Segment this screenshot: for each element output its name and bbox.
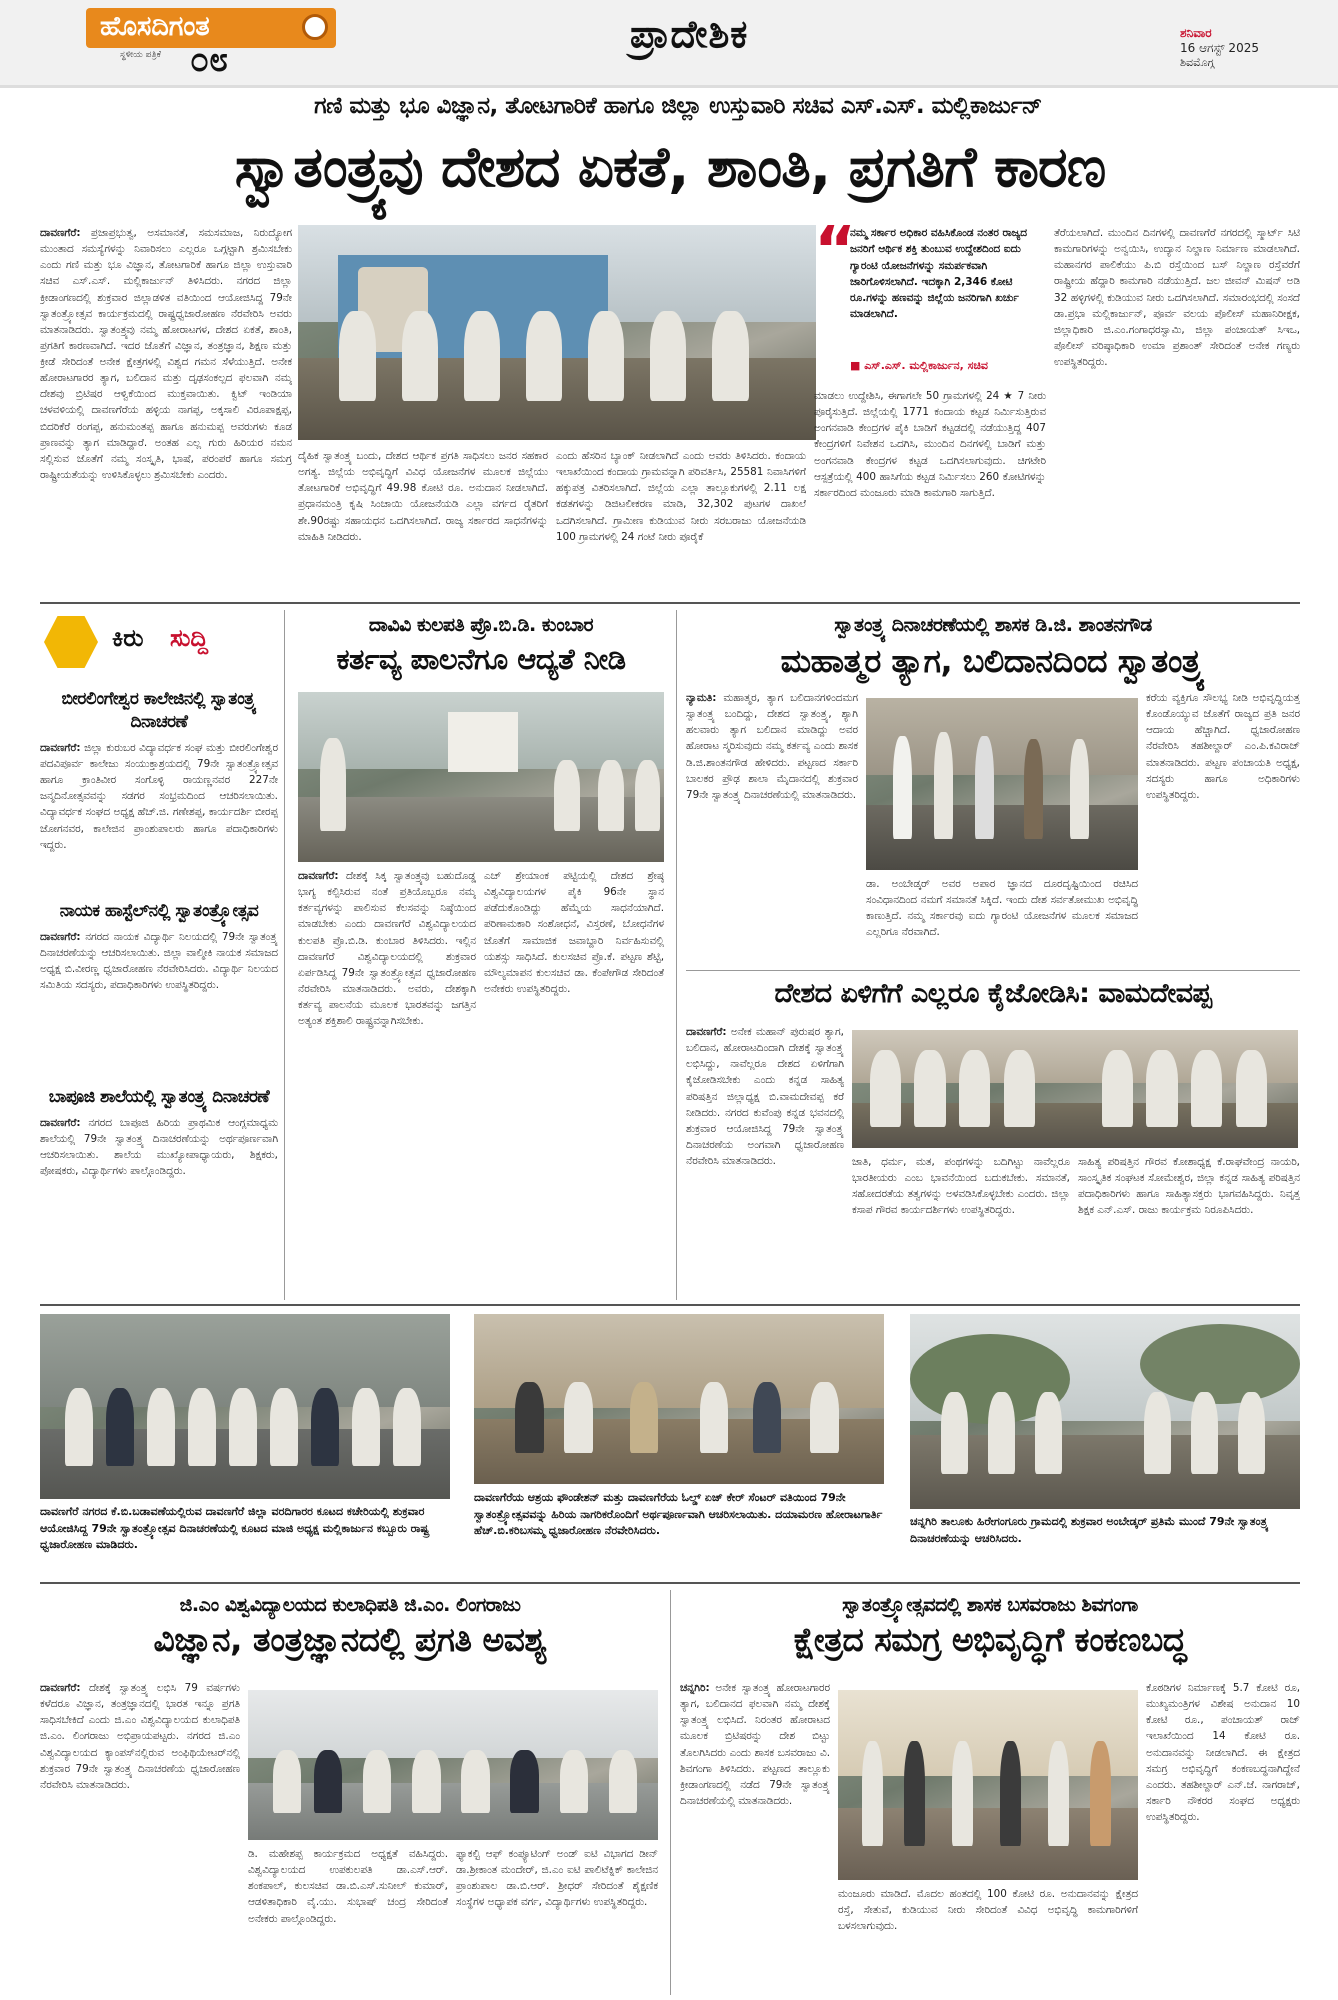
strip-photo-3	[910, 1314, 1300, 1509]
divider	[670, 1590, 671, 1995]
quote-mark-icon: “	[814, 214, 857, 288]
article4-column-3: ಸಾಹಿತ್ಯ ಪರಿಷತ್ತಿನ ಗೌರವ ಕೋಶಾಧ್ಯಕ್ಷ ಕೆ.ರಾಘವೇಂದ್ರ ನಾಯರಿ, ಸಾಂಸ್ಕೃತಿಕ ಸಂಘಟಕ ಸೋಮೇಶ್ವರ, ಜಿಲ್ಲಾ ಕನ್ನಡ ಸಾಹಿತ್ಯ ಪರಿಷತ್ತಿನ ಪದಾಧಿಕಾರಿಗಳು ಹಾಗೂ ಸಾಹಿತ್ಯಾಸಕ್ತರು ಭಾಗವಹಿಸಿದ್ದರು. ನಿವೃತ್ತ ಶಿಕ್ಷಕ ಎನ್.ಎಸ್. ರಾಜು ಕಾರ್ಯಕ್ರಮ ನಿರೂಪಿಸಿದರು.	[1078, 1156, 1300, 1217]
article2-column-1: ದಾವಣಗೆರೆ: ದೇಶಕ್ಕೆ ಸಿಕ್ಕ ಸ್ವಾತಂತ್ರ್ಯವು ಬಹುದೊಡ್ಡ ಭಾಗ್ಯ ಕಲ್ಪಿಸಿರುವ ನಂತೆ ಪ್ರತಿಯೊಬ್ಬರೂ ನಮ್ಮ ಕರ್ತವ್ಯಗಳನ್ನು ಪಾಲಿಸುವ ಕೆಲಸವನ್ನು ನಿಷ್ಠೆಯಿಂದ ಮಾಡಬೇಕು ಎಂದು ದಾವಣಗೆರೆ ವಿಶ್ವವಿದ್ಯಾಲಯದ ಕುಲಪತಿ ಪ್ರೊ.ಬಿ.ಡಿ. ಕುಂಬಾರ ತಿಳಿಸಿದರು. ಇಲ್ಲಿನ ದಾವಣಗೆರೆ ವಿಶ್ವವಿದ್ಯಾಲಯದಲ್ಲಿ ಶುಕ್ರವಾರ ಏರ್ಪಡಿಸಿದ್ದ 79ನೇ ಸ್ವಾತಂತ್ರ್ಯೋತ್ಸವ ಧ್ವಜಾರೋಹಣ ನೆರವೇರಿಸಿ ಮಾತನಾಡಿದರು. ಅವರು, ದೇಶಕ್ಕಾಗಿ ಕರ್ತವ್ಯ ಪಾಲನೆಯ ಮೂಲಕ ಭಾರತವನ್ನು ಜಗತ್ತಿನ ಅತ್ಯಂತ ಶಕ್ತಿಶಾಲಿ ರಾಷ್ಟ್ರವನ್ನಾಗಿಸಬೇಕು.	[298, 870, 476, 1028]
article3-column-2: ಡಾ. ಅಂಬೇಡ್ಕರ್ ಅವರ ಅಪಾರ ಜ್ಞಾನದ ದೂರದೃಷ್ಟಿಯಿಂದ ರಚಿಸಿದ ಸಂವಿಧಾನದಿಂದ ನಮಗೆ ಸಮಾನತೆ ಸಿಕ್ಕಿದೆ. ಇಂದು ದೇಶ ಸರ್ವತೋಮುಖ ಅಭಿವೃದ್ಧಿ ಕಾಣುತ್ತಿದೆ. ನಮ್ಮ ಸರ್ಕಾರವು ಐದು ಗ್ಯಾರಂಟಿ ಯೋಜನೆಗಳ ಮೂಲಕ ಸಮಾಜದ ಎಲ್ಲರಿಗೂ ನೆರವಾಗಿದೆ.	[866, 878, 1138, 939]
brief-headline: ಬಾಪೂಜಿ ಶಾಲೆಯಲ್ಲಿ ಸ್ವಾತಂತ್ರ್ಯ ದಿನಾಚರಣೆ	[48, 1087, 270, 1107]
brief-body: ದಾವಣಗೆರೆ: ನಗರದ ಬಾಪೂಜಿ ಹಿರಿಯ ಪ್ರಾಥಮಿಕ ಆಂಗ್ಲಮಾಧ್ಯಮ ಶಾಲೆಯಲ್ಲಿ 79ನೇ ಸ್ವಾತಂತ್ರ್ಯ ದಿನಾಚರಣೆಯನ್ನು ಅರ್ಥಪೂರ್ಣವಾಗಿ ಆಚರಿಸಲಾಯಿತು. ಶಾಲೆಯ ಮುಖ್ಯೋಪಾಧ್ಯಾಯರು, ಶಿಕ್ಷಕರು, ಪೋಷಕರು, ವಿದ್ಯಾರ್ಥಿಗಳು ಪಾಲ್ಗೊಂಡಿದ್ದರು.	[40, 1116, 278, 1178]
date-box	[1180, 26, 1320, 70]
divider	[40, 602, 1300, 604]
article5-column-2: ಡಿ. ಮಹೇಶಪ್ಪ ಕಾರ್ಯಕ್ರಮದ ಅಧ್ಯಕ್ಷತೆ ವಹಿಸಿದ್ದರು. ವಿಶ್ವವಿದ್ಯಾಲಯದ ಉಪಕುಲಪತಿ ಡಾ.ಎಸ್.ಆರ್. ಶಂಕಪಾಲ್, ಕುಲಸಚಿವ ಡಾ.ಬಿ.ಎಸ್.ಸುನೀಲ್ ಕುಮಾರ್, ಆಡಳಿತಾಧಿಕಾರಿ ವೈ.ಯು. ಸುಭಾಷ್ ಚಂದ್ರ ಸೇರಿದಂತೆ ಅನೇಕರು ಪಾಲ್ಗೊಂಡಿದ್ದರು.	[248, 1848, 448, 1925]
brief-headline: ನಾಯಕ ಹಾಸ್ಟೆಲ್‌ನಲ್ಲಿ ಸ್ವಾತಂತ್ರ್ಯೋತ್ಸವ	[59, 901, 259, 921]
article6-headline: ಕ್ಷೇತ್ರದ ಸಮಗ್ರ ಅಭಿವೃದ್ಧಿಗೆ ಕಂಕಣಬದ್ಧ	[793, 1620, 1187, 1659]
page-number: ೦೮	[190, 40, 229, 80]
divider	[284, 610, 285, 1300]
divider	[40, 1304, 1300, 1306]
kirusuddi-title	[40, 614, 278, 670]
article2-kicker: ದಾವಿವಿ ಕುಲಪತಿ ಪ್ರೊ.ಬಿ.ಡಿ. ಕುಂಬಾರ	[368, 614, 594, 636]
quote-author: ■ ಎಸ್.ಎಸ್. ಮಲ್ಲಿಕಾರ್ಜುನ, ಸಚಿವ	[850, 359, 988, 372]
lead-column-1	[40, 225, 292, 590]
article4-photo	[852, 1030, 1298, 1148]
article2-headline: ಕರ್ತವ್ಯ ಪಾಲನೆಗೂ ಆದ್ಯತೆ ನೀಡಿ	[336, 642, 626, 676]
strip-caption-3: ಚನ್ನಗಿರಿ ತಾಲೂಕು ಹಿರೇಗಂಗೂರು ಗ್ರಾಮದಲ್ಲಿ ಶುಕ್ರವಾರ ಅಂಬೇಡ್ಕರ್ ಪ್ರತಿಮೆ ಮುಂದೆ 79ನೇ ಸ್ವಾತಂತ್ರ್ಯ ದಿನಾಚರಣೆಯನ್ನು ಆಚರಿಸಿದರು.	[910, 1515, 1269, 1545]
divider	[676, 610, 677, 1300]
article6-column-2: ಮಂಜೂರು ಮಾಡಿದೆ. ಮೊದಲ ಹಂತದಲ್ಲಿ 100 ಕೋಟಿ ರೂ. ಅನುದಾನವನ್ನು ಕ್ಷೇತ್ರದ ರಸ್ತೆ, ಸೇತುವೆ, ಕುಡಿಯುವ ನೀರು ಸೇರಿದಂತೆ ವಿವಿಧ ಅಭಿವೃದ್ಧಿ ಕಾಮಗಾರಿಗಳಿಗೆ ಬಳಸಲಾಗುವುದು.	[838, 1888, 1138, 1933]
brief-body: ದಾವಣಗೆರೆ: ನಗರದ ನಾಯಕ ವಿದ್ಯಾರ್ಥಿ ನಿಲಯದಲ್ಲಿ 79ನೇ ಸ್ವಾತಂತ್ರ್ಯ ದಿನಾಚರಣೆಯನ್ನು ಆಚರಿಸಲಾಯಿತು. ಜಿಲ್ಲಾ ವಾಲ್ಮೀಕಿ ನಾಯಕ ಸಮಾಜದ ಅಧ್ಯಕ್ಷ ಬಿ.ವೀರಣ್ಣ ಧ್ವಜಾರೋಹಣ ನೆರವೇರಿಸಿದರು. ವಿದ್ಯಾರ್ಥಿ ನಿಲಯದ ಸಮಿತಿಯ ಸದಸ್ಯರು, ಪದಾಧಿಕಾರಿಗಳು ಉಪಸ್ಥಿತರಿದ್ದರು.	[40, 930, 278, 992]
article2-column-2: ಎಚ್ ಶ್ರೇಯಾಂಕ ಪಟ್ಟಿಯಲ್ಲಿ ದೇಶದ ಶ್ರೇಷ್ಠ ವಿಶ್ವವಿದ್ಯಾಲಯಗಳ ಪೈಕಿ 96ನೇ ಸ್ಥಾನ ಪಡೆದುಕೊಂಡಿದ್ದು ಹೆಮ್ಮೆಯ ಸಾಧನೆಯಾಗಿದೆ. ಪರಿಣಾಮಕಾರಿ ಸಂಶೋಧನೆ, ವಿಸ್ತರಣೆ, ಬೋಧನೆಗಳ ಜೊತೆಗೆ ಸಾಮಾಜಿಕ ಜವಾಬ್ದಾರಿ ನಿರ್ವಹಿಸುವಲ್ಲಿ ಯಶಸ್ಸು ಸಾಧಿಸಿದೆ. ಕುಲಸಚಿವ ಪ್ರೊ.ಕೆ. ಪಟ್ಟಣ ಶೆಟ್ಟಿ, ಮೌಲ್ಯಮಾಪನ ಕುಲಸಚಿವ ಡಾ. ಕೆಂಪೇಗೌಡ ಸೇರಿದಂತೆ ಅನೇಕರು ಉಪಸ್ಥಿತರಿದ್ದರು.	[484, 870, 664, 995]
date-day: ಶನಿವಾರ	[1180, 26, 1212, 40]
strip-caption-2: ದಾವಣಗೆರೆಯ ಆಶ್ರಯ ಫೌಂಡೇಶನ್ ಮತ್ತು ದಾವಣಗೆರೆಯ ಓಲ್ಡ್ ಏಜ್ ಕೇರ್ ಸೆಂಟರ್ ವತಿಯಿಂದ 79ನೇ ಸ್ವಾತಂತ್ರ್ಯೋತ್ಸವವನ್ನು ಹಿರಿಯ ನಾಗರಿಕರೊಂದಿಗೆ ಅರ್ಥಪೂರ್ಣವಾಗಿ ಆಚರಿಸಲಾಯಿತು. ದಯಾಮರಣ ಹೋರಾಟಗಾರ್ತಿ ಹೆಚ್.ಬಿ.ಕರಿಬಸಮ್ಮ ಧ್ವಜಾರೋಹಣ ನೆರವೇರಿಸಿದರು.	[474, 1491, 883, 1537]
article2-photo	[298, 692, 664, 862]
divider	[686, 970, 1300, 971]
kirusuddi-title-b: ಸುದ್ದಿ	[170, 624, 209, 652]
lead-place: ದಾವಣಗೆರೆ:	[40, 227, 81, 239]
article6-kicker: ಸ್ವಾತಂತ್ರ್ಯೋತ್ಸವದಲ್ಲಿ ಶಾಸಕ ಬಸವರಾಜು ಶಿವಗಂಗಾ	[842, 1594, 1138, 1616]
brief-body: ದಾವಣಗೆರೆ: ಜಿಲ್ಲಾ ಕುರುಬರ ವಿದ್ಯಾವರ್ಧಕ ಸಂಘ ಮತ್ತು ಬೀರಲಿಂಗೇಶ್ವರ ಪದವಿಪೂರ್ವ ಕಾಲೇಜು ಸಂಯುಕ್ತಾಶ್ರಯದಲ್ಲಿ 79ನೇ ಸ್ವಾತಂತ್ರ್ಯೋತ್ಸವ ಹಾಗೂ ಕ್ರಾಂತಿವೀರ ಸಂಗೊಳ್ಳಿ ರಾಯಣ್ಣನವರ 227ನೇ ಜನ್ಮದಿನೋತ್ಸವವನ್ನು ಸಡಗರ ಸಂಭ್ರಮದಿಂದ ಆಚರಿಸಲಾಯಿತು. ವಿದ್ಯಾವರ್ಧಕ ಸಂಘದ ಅಧ್ಯಕ್ಷ ಹೆಚ್.ಜಿ. ಗಣೇಶಪ್ಪ, ಕಾರ್ಯದರ್ಶಿ ಬೀರಪ್ಪ ಜೋಗನವರ, ಕಾಲೇಜಿನ ಪ್ರಾಂಶುಪಾಲರು ಹಾಗೂ ಪದಾಧಿಕಾರಿಗಳು ಇದ್ದರು.	[40, 741, 278, 851]
article5-column-1: ದಾವಣಗೆರೆ: ದೇಶಕ್ಕೆ ಸ್ವಾತಂತ್ರ್ಯ ಲಭಿಸಿ 79 ವರ್ಷಗಳು ಕಳೆದರೂ ವಿಜ್ಞಾನ, ತಂತ್ರಜ್ಞಾನದಲ್ಲಿ ಭಾರತ ಇನ್ನೂ ಪ್ರಗತಿ ಸಾಧಿಸಬೇಕಿದೆ ಎಂದು ಜಿ.ಎಂ ವಿಶ್ವವಿದ್ಯಾಲಯದ ಕುಲಾಧಿಪತಿ ಜಿ.ಎಂ. ಲಿಂಗರಾಜು ಅಭಿಪ್ರಾಯಪಟ್ಟರು. ನಗರದ ಜಿ.ಎಂ ವಿಶ್ವವಿದ್ಯಾಲಯದ ಕ್ಯಾಂಪಸ್‌ನಲ್ಲಿರುವ ಅಂಫಿಥಿಯೇಟರ್‌ನಲ್ಲಿ ಶುಕ್ರವಾರ 79ನೇ ಸ್ವಾತಂತ್ರ್ಯ ದಿನಾಚರಣೆಯ ಧ್ವಜಾರೋಹಣ ನೆರವೇರಿಸಿ ಮಾತನಾಡಿದರು.	[40, 1682, 240, 1791]
logo-text: ಹೊಸದಿಗಂತ	[100, 11, 210, 42]
brief-3	[40, 1086, 278, 1265]
section-title-box	[560, 8, 1020, 80]
article6-column-1: ಚನ್ನಗಿರಿ: ಅನೇಕ ಸ್ವಾತಂತ್ರ್ಯ ಹೋರಾಟಗಾರರ ತ್ಯಾಗ, ಬಲಿದಾನದ ಫಲವಾಗಿ ನಮ್ಮ ದೇಶಕ್ಕೆ ಸ್ವಾತಂತ್ರ್ಯ ಲಭಿಸಿದೆ. ನಿರಂತರ ಹೋರಾಟದ ಮೂಲಕ ಬ್ರಿಟಿಷರನ್ನು ದೇಶ ಬಿಟ್ಟು ತೊಲಗಿಸಿದರು ಎಂದು ಶಾಸಕ ಬಸವರಾಜು ವಿ. ಶಿವಗಂಗಾ ತಿಳಿಸಿದರು. ಪಟ್ಟಣದ ತಾಲ್ಲೂಕು ಕ್ರೀಡಾಂಗಣದಲ್ಲಿ ನಡೆದ 79ನೇ ಸ್ವಾತಂತ್ರ್ಯ ದಿನಾಚರಣೆಯಲ್ಲಿ ಮಾತನಾಡಿದರು.	[680, 1682, 830, 1807]
brief-1	[40, 688, 278, 920]
strip-photo-2	[474, 1314, 884, 1484]
logo-emblem-icon	[302, 14, 328, 40]
article3-kicker: ಸ್ವಾತಂತ್ರ್ಯ ದಿನಾಚರಣೆಯಲ್ಲಿ ಶಾಸಕ ಡಿ.ಜಿ. ಶಾಂತನಗೌಡ	[834, 614, 1152, 636]
article3-column-3: ಕರೆಯ ವ್ಯಕ್ತಿಗೂ ಸೌಲಭ್ಯ ನೀಡಿ ಅಭಿವೃದ್ಧಿಯತ್ತ ಕೊಂಡೊಯ್ಯುವ ಜೊತೆಗೆ ರಾಜ್ಯದ ಪ್ರತಿ ಜನರ ಆದಾಯ ಹೆಚ್ಚಾಗಿದೆ. ಧ್ವಜಾರೋಹಣ ನೆರವೇರಿಸಿ ತಹಶೀಲ್ದಾರ್ ಎಂ.ಪಿ.ಕವಿರಾಜ್ ಮಾತನಾಡಿದರು. ಪಟ್ಟಣ ಪಂಚಾಯತಿ ಅಧ್ಯಕ್ಷ, ಸದಸ್ಯರು ಹಾಗೂ ಅಧಿಕಾರಿಗಳು ಉಪಸ್ಥಿತರಿದ್ದರು.	[1146, 692, 1300, 801]
lead-kicker: ಗಣಿ ಮತ್ತು ಭೂ ವಿಜ್ಞಾನ, ತೋಟಗಾರಿಕೆ ಹಾಗೂ ಜಿಲ್ಲಾ ಉಸ್ತುವಾರಿ ಸಚಿವ ಎಸ್.ಎಸ್. ಮಲ್ಲಿಕಾರ್ಜುನ್	[314, 93, 1042, 119]
article5-column-3: ಫ್ಯಾಕಲ್ಟಿ ಆಫ್ ಕಂಪ್ಯೂಟಿಂಗ್ ಅಂಡ್ ಐಟಿ ವಿಭಾಗದ ಡೀನ್ ಡಾ.ಶ್ರೀಕಾಂತ ಮಂದೇರ್, ಜಿ.ಎಂ ಐಟಿ ಪಾಲಿಟೆಕ್ನಿಕ್ ಕಾಲೇಜಿನ ಪ್ರಾಂಶುಪಾಲ ಡಾ.ಬಿ.ಆರ್. ಶ್ರೀಧರ್ ಸೇರಿದಂತೆ ಶೈಕ್ಷಣಿಕ ಸಂಸ್ಥೆಗಳ ಅಧ್ಯಾಪಕ ವರ್ಗ, ವಿದ್ಯಾರ್ಥಿಗಳು ಉಪಸ್ಥಿತರಿದ್ದರು.	[456, 1848, 658, 1909]
logo-subtitle: ಸ್ಥಳೀಯ ಪತ್ರಿಕೆ	[120, 50, 162, 60]
lead-column-5: ತೆರೆಯಲಾಗಿದೆ. ಮುಂದಿನ ದಿನಗಳಲ್ಲಿ ದಾವಣಗೆರೆ ನಗರದಲ್ಲಿ ಸ್ಮಾರ್ಟ್ ಸಿಟಿ ಕಾಮಗಾರಿಗಳನ್ನು ಅನ್ವಯಿಸಿ, ಉದ್ಯಾನ ನಿಲ್ದಾಣ ನಿರ್ಮಾಣ ಮಾಡಲಾಗಿದೆ. ಮಹಾನಗರ ಪಾಲಿಕೆಯು ಪಿ.ಬಿ ರಸ್ತೆಯಿಂದ ಬಸ್ ನಿಲ್ದಾಣ ರಸ್ತೆವರೆಗೆ ರಾಷ್ಟ್ರೀಯ ಹೆದ್ದಾರಿ ಕಾಮಗಾರಿ ನಡೆಯುತ್ತಿದೆ. ಜಲ ಜೀವನ್ ಮಿಷನ್ ಅಡಿ 32 ಹಳ್ಳಿಗಳಲ್ಲಿ ಕುಡಿಯುವ ನೀರು ಒದಗಿಸಲಾಗಿದೆ. ಸಮಾರಂಭದಲ್ಲಿ ಸಂಸದೆ ಡಾ.ಪ್ರಭಾ ಮಲ್ಲಿಕಾರ್ಜುನ್, ಪೂರ್ವ ವಲಯ ಪೊಲೀಸ್ ಮಹಾನಿರೀಕ್ಷಕ, ಜಿಲ್ಲಾಧಿಕಾರಿ ಜಿ.ಎಂ.ಗಂಗಾಧರಸ್ವಾಮಿ, ಜಿಲ್ಲಾ ಪಂಚಾಯತ್ ಸಿಇಒ, ಪೊಲೀಸ್ ವರಿಷ್ಠಾಧಿಕಾರಿ ಉಮಾ ಪ್ರಶಾಂತ್ ಸೇರಿದಂತೆ ಅನೇಕ ಗಣ್ಯರು ಉಪಸ್ಥಿತರಿದ್ದರು.	[1054, 227, 1300, 368]
lead-headline: ಸ್ವಾತಂತ್ರ್ಯವು ದೇಶದ ಏಕತೆ, ಶಾಂತಿ, ಪ್ರಗತಿಗೆ ಕಾರಣ	[234, 135, 1106, 200]
date-city: ಶಿವಮೊಗ್ಗ	[1180, 56, 1215, 69]
lead-col1-text: ಪ್ರಜಾಪ್ರಭುತ್ವ, ಅಸಮಾನತೆ, ಸಮಸಮಾಜ, ನಿರುದ್ಯೋಗ ಮುಂತಾದ ಸಮಸ್ಯೆಗಳನ್ನು ನಿವಾರಿಸಲು ಎಲ್ಲರೂ ಒಗ್ಗಟ್ಟಾಗಿ ಶ್ರಮಿಸಬೇಕು ಎಂದು ಗಣಿ ಮತ್ತು ಭೂ ವಿಜ್ಞಾನ, ತೋಟಗಾರಿಕೆ ಹಾಗೂ ಜಿಲ್ಲಾ ಉಸ್ತುವಾರಿ ಸಚಿವ ಎಸ್.ಎಸ್. ಮಲ್ಲಿಕಾರ್ಜುನ್ ತಿಳಿಸಿದರು. ನಗರದ ಜಿಲ್ಲಾ ಕ್ರೀಡಾಂಗಣದಲ್ಲಿ ಶುಕ್ರವಾರ ಜಿಲ್ಲಾಡಳಿತ ವತಿಯಿಂದ ಆಯೋಜಿಸಿದ್ದ 79ನೇ ಸ್ವಾತಂತ್ರ್ಯೋತ್ಸವ ಕಾರ್ಯಕ್ರಮದಲ್ಲಿ ರಾಷ್ಟ್ರಧ್ವಜಾರೋಹಣ ನೆರವೇರಿಸಿ ಅವರು ಮಾತನಾಡಿದರು. ಸ್ವಾತಂತ್ರ್ಯವು ನಮ್ಮ ಹೋರಾಟಗಳ, ದೇಶದ ಏಕತೆ, ಶಾಂತಿ, ಪ್ರಗತಿಗೆ ಕಾರಣವಾಗಿದೆ. ಇದರ ಜೊತೆಗೆ ವಿಜ್ಞಾನ, ತಂತ್ರಜ್ಞಾನ, ಶಿಕ್ಷಣ ಮತ್ತು ಕ್ರೀಡೆ ಸೇರಿದಂತೆ ಅನೇಕ ಕ್ಷೇತ್ರಗಳಲ್ಲಿ ವಿಶ್ವದ ಗಮನ ಸೆಳೆಯುತ್ತಿದೆ. ಅನೇಕ ಹೋರಾಟಗಾರರ ತ್ಯಾಗ, ಬಲಿದಾನ ಮತ್ತು ದೃಢಸಂಕಲ್ಪದ ಫಲವಾಗಿ ನಮ್ಮ ದೇಶವು ಬ್ರಿಟಿಷರ ಆಳ್ವಿಕೆಯಿಂದ ಮುಕ್ತವಾಯಿತು. ಕ್ವಿಟ್ ಇಂಡಿಯಾ ಚಳವಳಿಯಲ್ಲಿ ದಾವಣಗೆರೆಯ ಹಳ್ಳಿಯ ನಾಗಪ್ಪ, ಅಕ್ಕಸಾಲಿ ವಿರೂಪಾಕ್ಷಪ್ಪ, ಬಿದರಿಕೆರೆ ರಂಗಪ್ಪ, ಹನುಮಂತಪ್ಪ ಹಾಗೂ ಹನುಮಪ್ಪ ಅವರುಗಳು ಕೂಡ ಪ್ರಾಣವನ್ನು ತ್ಯಾಗ ಮಾಡಿದ್ದಾರೆ. ಅಂತಹ ಎಲ್ಲ ಗುರು ಹಿರಿಯರ ನಮನ ಸಲ್ಲಿಸುವ ಜೊತೆಗೆ ನಮ್ಮ ಸಂಸ್ಕೃತಿ, ಭಾಷೆ, ಪರಂಪರೆ ಹಾಗೂ ಸಮಗ್ರ ರಾಷ್ಟ್ರೀಯತೆಯನ್ನು ಉಳಿಸಿಕೊಳ್ಳಲು ಶ್ರಮಿಸಬೇಕು ಎಂದರು.	[40, 227, 292, 481]
lead-column-4: ಮಾಡಲು ಉದ್ದೇಶಿಸಿ, ಈಗಾಗಲೇ 50 ಗ್ರಾಮಗಳಲ್ಲಿ 24 ★ 7 ನೀರು ಪೂರೈಸುತ್ತಿದೆ. ಜಿಲ್ಲೆಯಲ್ಲಿ 1771 ಕಂದಾಯ ಕಟ್ಟಡ ನಿರ್ಮಿಸುತ್ತಿರುವ ಅಂಗನವಾಡಿ ಕೇಂದ್ರಗಳ ಪೈಕಿ ಬಾಡಿಗೆ ಕಟ್ಟಡದಲ್ಲಿ ನಡೆಯುತ್ತಿದ್ದ 407 ಕೇಂದ್ರಗಳಿಗೆ ನಿವೇಶನ ಒದಗಿಸಿ, ಮುಂದಿನ ದಿನಗಳಲ್ಲಿ ಬಾಡಿಗೆ ಮತ್ತು ಅಂಗನವಾಡಿ ಕೇಂದ್ರಗಳ ಕಟ್ಟಡ ಒದಗಿಸಲಾಗುವುದು. ಚಿಗಟೇರಿ ಆಸ್ಪತ್ರೆಯಲ್ಲಿ 400 ಹಾಸಿಗೆಯ ಕಟ್ಟಡ ನಿರ್ಮಿಸಲು 260 ಕೋಟಿಗಳನ್ನು ಸರ್ಕಾರದಿಂದ ಮಂಜೂರು ಮಾಡಿ ಕಾಮಗಾರಿ ಸಾಗುತ್ತಿದೆ.	[814, 390, 1046, 499]
section-title: ಪ್ರಾದೇಶಿಕ	[630, 12, 749, 56]
article6-photo	[838, 1690, 1138, 1880]
article5-photo	[248, 1690, 658, 1840]
date-text: 16 ಆಗಸ್ಟ್ 2025	[1180, 41, 1259, 55]
masthead	[0, 0, 1338, 88]
hand-icon	[44, 616, 98, 668]
article5-headline: ವಿಜ್ಞಾನ, ತಂತ್ರಜ್ಞಾನದಲ್ಲಿ ಪ್ರಗತಿ ಅವಶ್ಯ	[153, 1620, 547, 1659]
article4-column-1: ದಾವಣಗೆರೆ: ಅನೇಕ ಮಹಾನ್ ಪುರುಷರ ತ್ಯಾಗ, ಬಲಿದಾನ, ಹೋರಾಟದಿಂದಾಗಿ ದೇಶಕ್ಕೆ ಸ್ವಾತಂತ್ರ್ಯ ಲಭಿಸಿದ್ದು, ನಾವೆಲ್ಲರೂ ದೇಶದ ಏಳಿಗೆಗಾಗಿ ಕೈಜೋಡಿಸಬೇಕು ಎಂದು ಕನ್ನಡ ಸಾಹಿತ್ಯ ಪರಿಷತ್ತಿನ ಜಿಲ್ಲಾಧ್ಯಕ್ಷ ಬಿ.ವಾಮದೇವಪ್ಪ ಕರೆ ನೀಡಿದರು. ನಗರದ ಕುವೆಂಪು ಕನ್ನಡ ಭವನದಲ್ಲಿ ಶುಕ್ರವಾರ ಆಯೋಜಿಸಿದ್ದ 79ನೇ ಸ್ವಾತಂತ್ರ್ಯ ದಿನಾಚರಣೆಯ ಅಂಗವಾಗಿ ಧ್ವಜಾರೋಹಣ ನೆರವೇರಿಸಿ ಮಾತನಾಡಿದರು.	[686, 1026, 844, 1167]
article6-column-3: ಕೊಠಡಿಗಳ ನಿರ್ಮಾಣಕ್ಕೆ 5.7 ಕೋಟಿ ರೂ, ಮುಖ್ಯಮಂತ್ರಿಗಳ ವಿಶೇಷ ಅನುದಾನ 10 ಕೋಟಿ ರೂ., ಪಂಚಾಯತ್ ರಾಜ್ ಇಲಾಖೆಯಿಂದ 14 ಕೋಟಿ ರೂ. ಅನುದಾನವನ್ನು ನೀಡಲಾಗಿದೆ. ಈ ಕ್ಷೇತ್ರದ ಸಮಗ್ರ ಅಭಿವೃದ್ಧಿಗೆ ಕಂಕಣಬದ್ಧನಾಗಿದ್ದೇನೆ ಎಂದರು. ತಹಶೀಲ್ದಾರ್ ಎನ್.ಜೆ. ನಾಗರಾಜ್, ಸರ್ಕಾರಿ ನೌಕರರ ಸಂಘದ ಅಧ್ಯಕ್ಷರು ಉಪಸ್ಥಿತರಿದ್ದರು.	[1146, 1682, 1300, 1823]
article3-photo	[866, 698, 1138, 870]
lead-column-3: ಎಂದು ಹೆಸರಿನ ಬ್ಯಾಂಕ್ ನೀಡಲಾಗಿದೆ ಎಂದು ಅವರು ತಿಳಿಸಿದರು. ಕಂದಾಯ ಇಲಾಖೆಯಿಂದ ಕಂದಾಯ ಗ್ರಾಮವನ್ನಾಗಿ ಪರಿವರ್ತಿಸಿ, 25581 ನಿವಾಸಿಗಳಿಗೆ ಹಕ್ಕುಪತ್ರ ವಿತರಿಸಲಾಗಿದೆ. ಜಿಲ್ಲೆಯ ಎಲ್ಲಾ ತಾಲ್ಲೂಕುಗಳಲ್ಲಿ 2.11 ಲಕ್ಷ ಕಡತಗಳನ್ನು ಡಿಜಿಟಲೀಕರಣ ಮಾಡಿ, 32,302 ಪುಟಗಳ ದಾಖಲೆ ಒದಗಿಸಲಾಗಿದೆ. ಗ್ರಾಮೀಣ ಕುಡಿಯುವ ನೀರು ಸರಬರಾಜು ಯೋಜನೆಯಡಿ 100 ಗ್ರಾಮಗಳಲ್ಲಿ 24 ಗಂಟೆ ನೀರು ಪೂರೈಕೆ	[556, 450, 806, 543]
lead-column-2: ದೈಹಿಕ ಸ್ವಾತಂತ್ರ್ಯ ಬಂದು, ದೇಶದ ಆರ್ಥಿಕ ಪ್ರಗತಿ ಸಾಧಿಸಲು ಜನರ ಸಹಕಾರ ಅಗತ್ಯ. ಜಿಲ್ಲೆಯ ಅಭಿವೃದ್ಧಿಗೆ ವಿವಿಧ ಯೋಜನೆಗಳ ಮೂಲಕ ಜಿಲ್ಲೆಯು ತೋಟಗಾರಿಕೆ ಅಭಿವೃದ್ಧಿಗೆ 49.98 ಕೋಟಿ ರೂ. ಅನುದಾನ ನೀಡಲಾಗಿದೆ. ಪ್ರಧಾನಮಂತ್ರಿ ಕೃಷಿ ಸಿಂಚಾಯಿ ಯೋಜನೆಯಡಿ ಎಲ್ಲಾ ವರ್ಗದ ರೈತರಿಗೆ ಶೇ.90ರಷ್ಟು ಸಹಾಯಧನ ಒದಗಿಸಲಾಗಿದೆ. ರಾಜ್ಯ ಸರ್ಕಾರದ ಸಾಧನೆಗಳನ್ನು ಮಾಹಿತಿ ನೀಡಿದರು.	[298, 450, 548, 543]
article3-headline: ಮಹಾತ್ಮರ ತ್ಯಾಗ, ಬಲಿದಾನದಿಂದ ಸ್ವಾತಂತ್ರ್ಯ	[780, 642, 1206, 680]
article5-kicker: ಜಿ.ಎಂ ವಿಶ್ವವಿದ್ಯಾಲಯದ ಕುಲಾಧಿಪತಿ ಜಿ.ಎಂ. ಲಿಂಗರಾಜು	[179, 1594, 521, 1616]
brief-2	[40, 900, 278, 1069]
quote-text: ನಮ್ಮ ಸರ್ಕಾರ ಅಧಿಕಾರ ವಹಿಸಿಕೊಂಡ ನಂತರ ರಾಜ್ಯದ ಜನರಿಗೆ ಆರ್ಥಿಕ ಶಕ್ತಿ ತುಂಬುವ ಉದ್ದೇಶದಿಂದ ಐದು ಗ್ಯಾರಂಟಿ ಯೋಜನೆಗಳನ್ನು ಸಮರ್ಪಕವಾಗಿ ಜಾರಿಗೊಳಿಸಲಾಗಿದೆ. ಇದಕ್ಕಾಗಿ 2,346 ಕೋಟಿ ರೂ.ಗಳನ್ನು ಹಣವನ್ನು ಜಿಲ್ಲೆಯ ಜನರಿಗಾಗಿ ಖರ್ಚು ಮಾಡಲಾಗಿದೆ.	[850, 227, 1028, 321]
kirusuddi-title-a: ಕಿರು	[112, 624, 144, 652]
divider	[40, 1582, 1300, 1584]
strip-caption-1: ದಾವಣಗೆರೆ ನಗರದ ಕೆ.ಬಿ.ಬಡಾವಣೆಯಲ್ಲಿರುವ ದಾವಣಗೆರೆ ಜಿಲ್ಲಾ ವರದಿಗಾರರ ಕೂಟದ ಕಚೇರಿಯಲ್ಲಿ ಶುಕ್ರವಾರ ಆಯೋಜಿಸಿದ್ದ 79ನೇ ಸ್ವಾತಂತ್ರ್ಯೋತ್ಸವ ದಿನಾಚರಣೆಯಲ್ಲಿ ಕೂಟದ ಮಾಜಿ ಅಧ್ಯಕ್ಷ ಮಲ್ಲಿಕಾರ್ಜುನ ಕಬ್ಬೂರು ರಾಷ್ಟ್ರ ಧ್ವಜಾರೋಹಣ ಮಾಡಿದರು.	[40, 1505, 429, 1551]
pull-quote	[814, 214, 1046, 385]
quote-author-name: ಎಸ್.ಎಸ್. ಮಲ್ಲಿಕಾರ್ಜುನ, ಸಚಿವ	[864, 359, 988, 372]
strip-photo-1	[40, 1314, 450, 1499]
article3-column-1: ನ್ಯಾಮತಿ: ಮಹಾತ್ಮರ, ತ್ಯಾಗ ಬಲಿದಾನಗಳಿಂದಮಗ ಸ್ವಾತಂತ್ರ್ಯ ಬಂದಿದ್ದು, ದೇಶದ ಸ್ವಾತಂತ್ರ್ಯ, ಶ್ಯಾಗಿ ಹಲವಾರು ತ್ಯಾಗ ಬಲಿದಾನ ಮಾಡಿದ್ದು ಅವರ ಹೋರಾಟ ಸ್ಮರಿಸುವುದು ನಮ್ಮ ಕರ್ತವ್ಯ ಎಂದು ಶಾಸಕ ಡಿ.ಜಿ.ಶಾಂತನಗೌಡ ಹೇಳಿದರು. ಪಟ್ಟಣದ ಸರ್ಕಾರಿ ಬಾಲಕರ ಪ್ರೌಢ ಶಾಲಾ ಮೈದಾನದಲ್ಲಿ ಶುಕ್ರವಾರ 79ನೇ ಸ್ವಾತಂತ್ರ್ಯ ದಿನಾಚರಣೆಯಲ್ಲಿ ಮಾತನಾಡಿದರು.	[686, 692, 858, 801]
article4-column-2: ಜಾತಿ, ಧರ್ಮ, ಮತ, ಪಂಥಗಳನ್ನು ಬದಿಗಿಟ್ಟು ನಾವೆಲ್ಲರೂ ಭಾರತೀಯರು ಎಂಬ ಭಾವನೆಯಿಂದ ಬದುಕಬೇಕು. ಸಮಾನತೆ, ಸಹೋದರತೆಯ ತತ್ವಗಳನ್ನು ಅಳವಡಿಸಿಕೊಳ್ಳಬೇಕು ಎಂದರು. ಜಿಲ್ಲಾ ಕಸಾಪ ಗೌರವ ಕಾರ್ಯದರ್ಶಿಗಳು ಉಪಸ್ಥಿತರಿದ್ದರು.	[852, 1156, 1070, 1217]
lead-photo	[298, 225, 816, 440]
article4-headline: ದೇಶದ ಏಳಿಗೆಗೆ ಎಲ್ಲರೂ ಕೈಜೋಡಿಸಿ: ವಾಮದೇವಪ್ಪ	[774, 978, 1212, 1009]
brief-headline: ಬೀರಲಿಂಗೇಶ್ವರ ಕಾಲೇಜಿನಲ್ಲಿ ಸ್ವಾತಂತ್ರ್ಯ ದಿನಾಚರಣೆ	[61, 689, 257, 732]
